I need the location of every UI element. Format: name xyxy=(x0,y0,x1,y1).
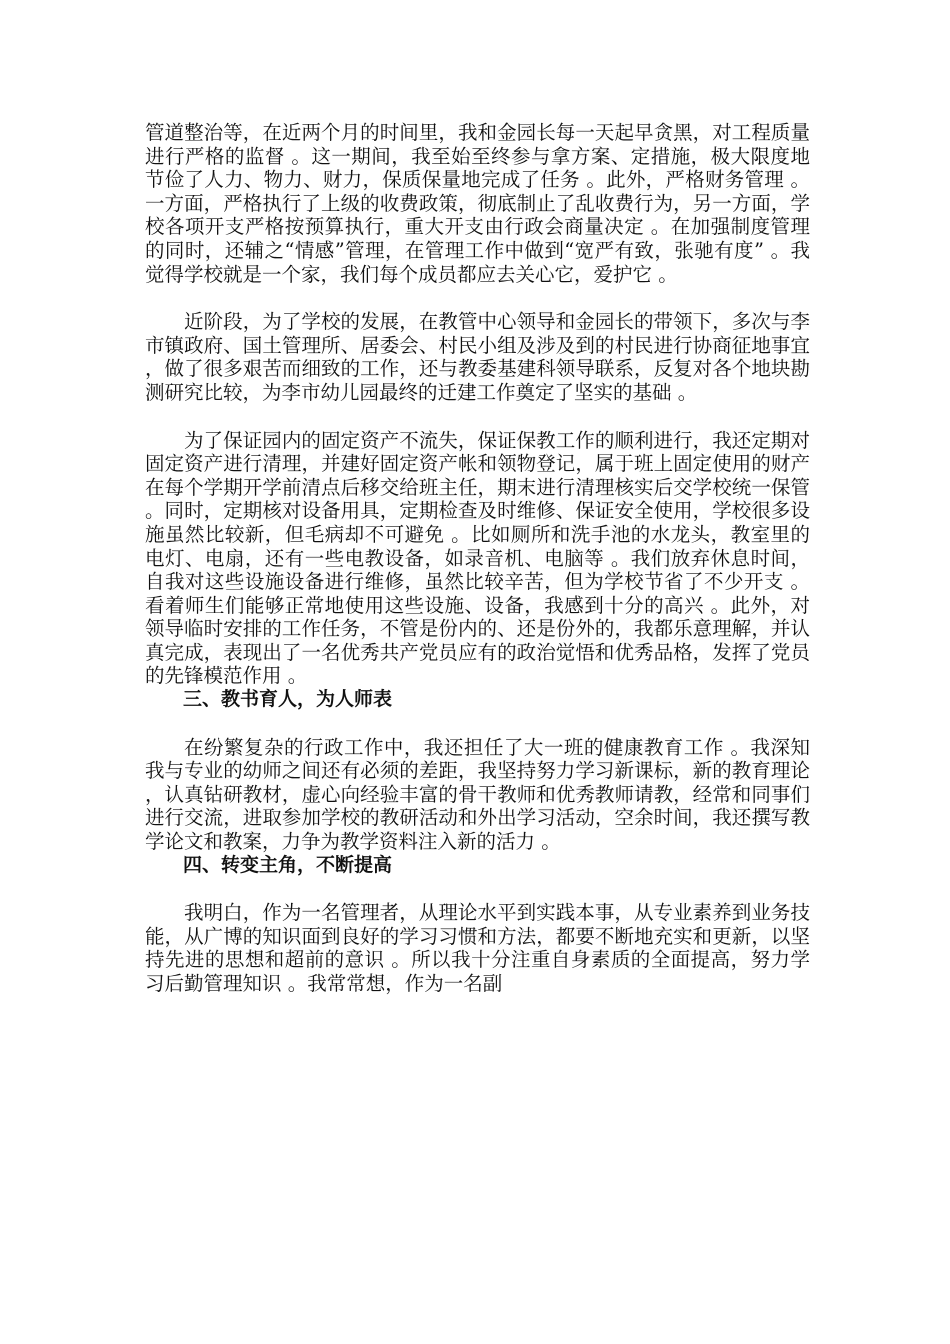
section-heading-3: 三、教书育人，为人师表 xyxy=(183,688,393,711)
document-page xyxy=(145,121,810,996)
paragraph-4: 在纷繁复杂的行政工作中，我还担任了大一班的健康教育工作 。我深知我与专业的幼师之间还有必须的差距，我坚持努力学习新课标，新的教育理论，认真钻研教材，虚心向经验丰富的骨干教师和优秀教师请教，经常和同事们进行交流，进取参加学校的教研活动和外出学习活动，空余时间，我还撰写教学论文和教案，力争为教学资料注入新的活力 。 xyxy=(145,735,810,854)
paragraph-2: 近阶段，为了学校的发展，在教管中心领导和金园长的带领下，多次与李市镇政府、国土管理所、居委会、村民小组及涉及到的村民进行协商征地事宜，做了很多艰苦而细致的工作，还与教委基建科领导联系，反复对各个地块勘测研究比较，为李市幼儿园最终的迁建工作奠定了坚实的基础 。 xyxy=(145,310,810,404)
paragraph-1: 管道整治等，在近两个月的时间里，我和金园长每一天起早贪黑，对工程质量进行严格的监督 。这一期间，我至始至终参与拿方案、定措施，极大限度地节俭了人力、物力、财力，保质保量地完成了任务 。此外，严格财务管理 。一方面，严格执行了上级的收费政策，彻底制止了乱收费行为，另一方面，学校各项开支严格按预算执行，重大开支由行政会商量决定 。在加强制度管理的同时，还辅之“情感”管理，在管理工作中做到“宽严有致，张驰有度” 。我觉得学校就是一个家，我们每个成员都应去关心它，爱护它 。 xyxy=(145,121,810,286)
paragraph-5: 我明白，作为一名管理者，从理论水平到实践本事，从专业素养到业务技能，从广博的知识面到良好的学习习惯和方法，都要不断地充实和更新，以坚持先进的思想和超前的意识 。所以我十分注重自身素质的全面提高，努力学习后勤管理知识 。我常常想，作为一名副 xyxy=(145,901,810,995)
paragraph-3: 为了保证园内的固定资产不流失，保证保教工作的顺利进行，我还定期对固定资产进行清理，并建好固定资产帐和领物登记，属于班上固定使用的财产在每个学期开学前清点后移交给班主任，期末进行清理核实后交学校统一保管 。同时，定期核对设备用具，定期检查及时维修、保证安全使用，学校很多设施虽然比较新，但毛病却不可避免 。比如厕所和洗手池的水龙头，教室里的电灯、电扇，还有一些电教设备，如录音机、电脑等 。我们放弃休息时间，自我对这些设施设备进行维修，虽然比较辛苦，但为学校节省了不少开支 。看着师生们能够正常地使用这些设施、设备，我感到十分的高兴 。此外，对领导临时安排的工作任务，不管是份内的、还是份外的，我都乐意理解，并认真完成，表现出了一名优秀共产党员应有的政治觉悟和优秀品格，发挥了党员的先锋模范作用 。 xyxy=(145,428,810,688)
section-heading-4: 四、转变主角，不断提高 xyxy=(183,853,393,876)
